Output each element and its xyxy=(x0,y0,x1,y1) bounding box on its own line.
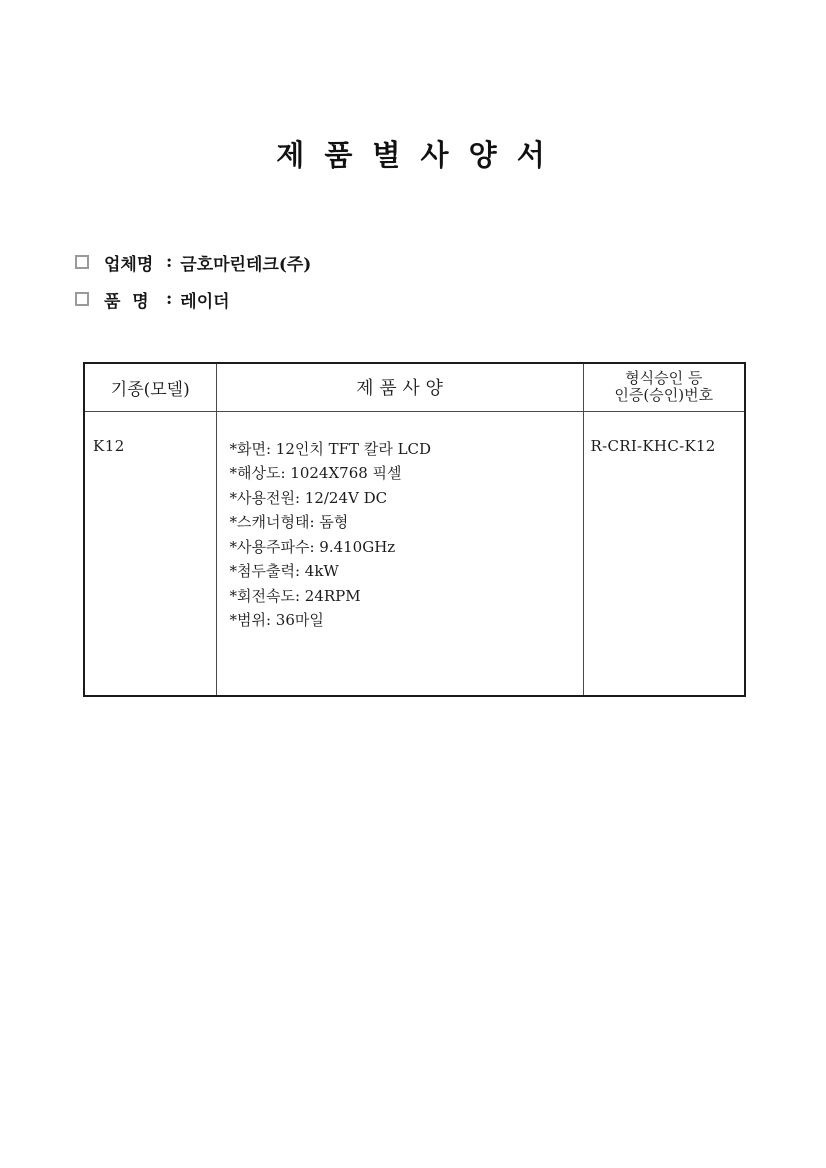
header-cert-number xyxy=(583,363,745,411)
field-list xyxy=(75,248,311,322)
header-spec: 제 품 사 양 xyxy=(216,363,583,411)
spec-table xyxy=(83,362,746,697)
header-cert-line2: 인증(승인)번호 xyxy=(614,386,714,405)
table-row xyxy=(84,411,745,696)
spec-line: *스캐너형태: 돔형 xyxy=(229,513,349,531)
checkbox-square-icon xyxy=(75,292,89,306)
spec-line: *첨두출력: 4kW xyxy=(229,562,339,580)
product-field-label: 품 명 xyxy=(104,291,149,312)
company-field-value: 금호마린테크(주) xyxy=(180,254,312,275)
spec-line: *화면: 12인치 TFT 칼라 LCD xyxy=(229,439,432,458)
spec-line: *사용주파수: 9.410GHz xyxy=(229,537,396,556)
header-cert-line1: 형식승인 등 xyxy=(625,369,703,388)
cell-specs xyxy=(216,411,583,696)
field-row-company xyxy=(75,248,311,276)
cell-model: K12 xyxy=(84,411,216,696)
spec-line: *해상도: 1024X768 픽셀 xyxy=(229,464,402,482)
spec-line: *사용전원: 12/24V DC xyxy=(229,488,388,507)
spec-line: *범위: 36마일 xyxy=(229,611,324,629)
header-model: 기종(모델) xyxy=(84,363,216,411)
field-row-product xyxy=(75,285,311,313)
page-title: 제 품 별 사 양 서 xyxy=(276,138,550,172)
company-field-label: 업체명 xyxy=(104,254,154,275)
table-header-row xyxy=(84,363,745,411)
checkbox-square-icon xyxy=(75,255,89,269)
cell-cert-number: R-CRI-KHC-K12 xyxy=(583,411,745,696)
field-separator: : xyxy=(166,289,173,309)
field-separator: : xyxy=(166,252,173,272)
product-field-value: 레이더 xyxy=(180,291,230,312)
spec-line: *회전속도: 24RPM xyxy=(229,586,361,605)
